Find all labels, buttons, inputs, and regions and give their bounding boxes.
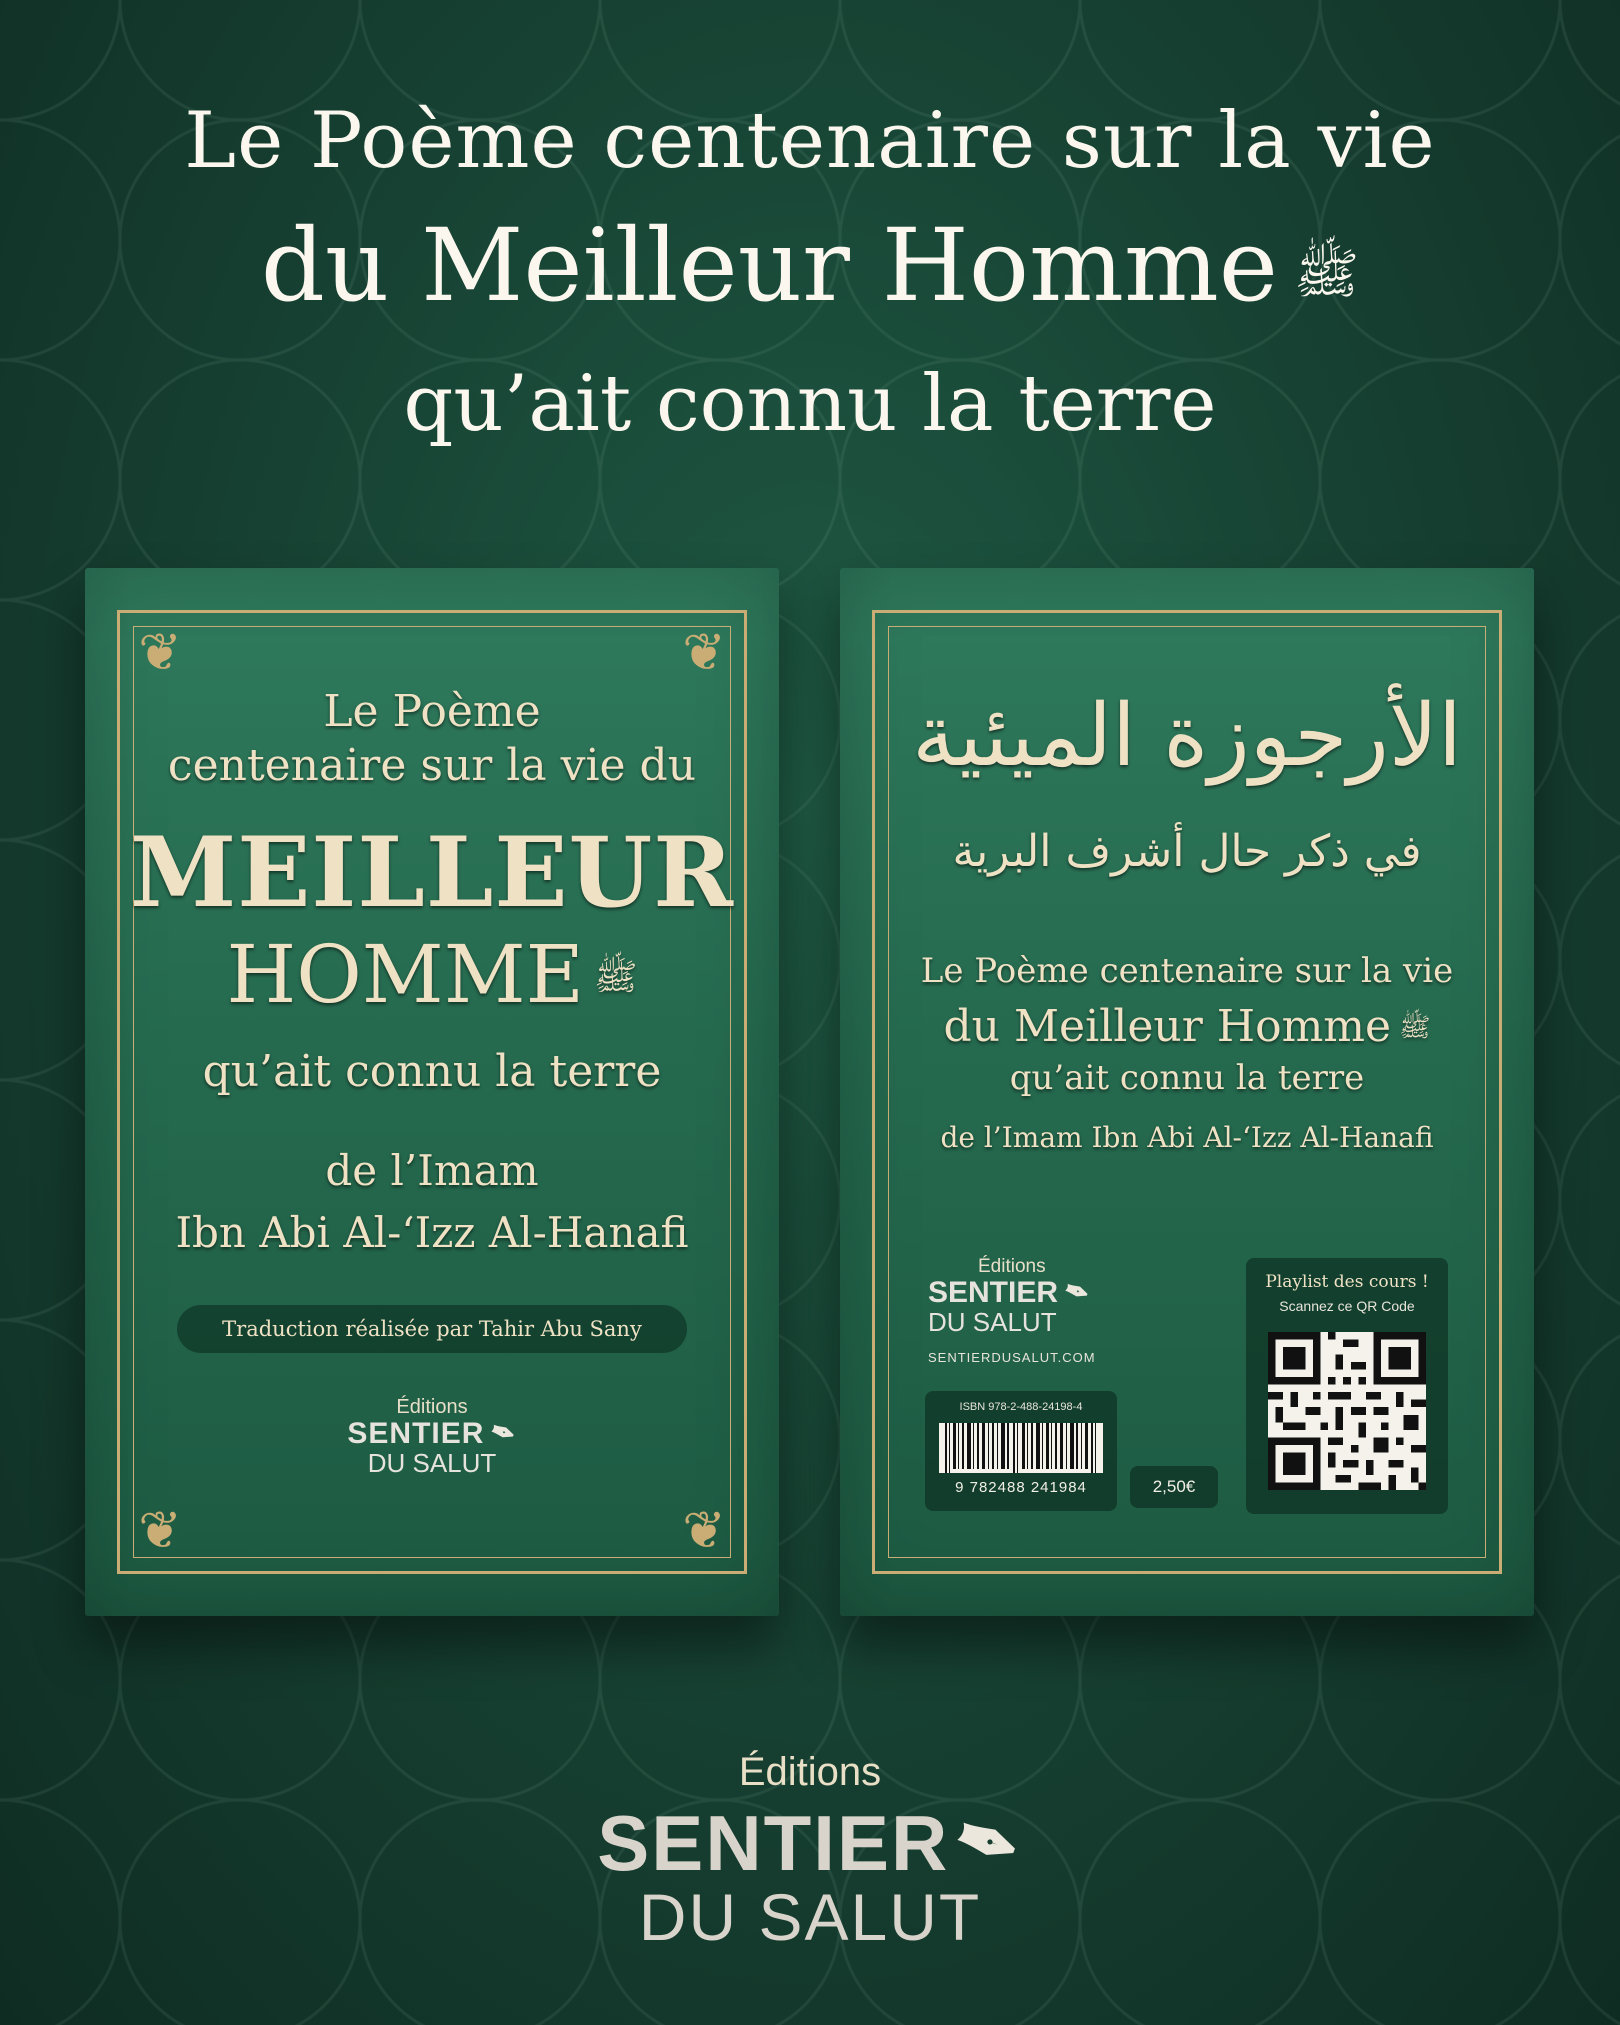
logo-sentier-text: SENTIER (347, 1417, 485, 1450)
headline (0, 95, 1620, 459)
headline-line2-text: du Meilleur Homme (260, 207, 1278, 324)
ornament-corner-icon: ❦ (138, 623, 182, 683)
quill-icon: ✒ (942, 1790, 1036, 1896)
logo-du-salut: DU SALUT (928, 1307, 1057, 1337)
front-title-terre: qu’ait connu la terre (202, 1046, 662, 1097)
back-publisher-logo (928, 1256, 1096, 1365)
ornament-corner-icon: ❦ (682, 1501, 726, 1561)
qr-code-box (1246, 1258, 1448, 1514)
salawat-glyph: ﷺ (1293, 242, 1360, 306)
front-title-line2: centenaire sur la vie du (167, 740, 697, 791)
back-title-line2-text: du Meilleur Homme (943, 1001, 1392, 1052)
qr-title: Playlist des cours ! (1265, 1272, 1429, 1292)
book-front-cover (85, 568, 779, 1616)
price-badge: 2,50€ (1130, 1466, 1218, 1508)
qr-code-icon (1268, 1332, 1426, 1490)
salawat-glyph: ﷺ (1399, 1012, 1431, 1043)
back-title-line1: Le Poème centenaire sur la vie (920, 951, 1454, 991)
back-title-line3: qu’ait connu la terre (1009, 1058, 1365, 1098)
barcode-box (925, 1391, 1117, 1511)
ornament-corner-icon: ❦ (138, 1501, 182, 1561)
logo-editions: Éditions (978, 1256, 1046, 1277)
front-title-meilleur: MEILLEUR (129, 816, 734, 929)
front-author-line1: de l’Imam (325, 1146, 539, 1195)
salawat-glyph: ﷺ (594, 957, 638, 998)
quill-icon: ✒ (1059, 1272, 1095, 1313)
front-title-homme (85, 928, 779, 1021)
bottom-logo-sentier-text: SENTIER (597, 1799, 950, 1887)
bottom-logo-du-salut: DU SALUT (638, 1880, 982, 1954)
quill-icon: ✒ (485, 1413, 522, 1454)
logo-editions: Éditions (396, 1396, 468, 1418)
logo-sentier-text: SENTIER (928, 1276, 1059, 1309)
qr-subtitle: Scannez ce QR Code (1279, 1298, 1415, 1314)
logo-du-salut: DU SALUT (367, 1448, 497, 1478)
front-title-line1: Le Poème (323, 686, 541, 737)
front-homme-text: HOMME (226, 928, 585, 1021)
front-translation-banner: Traduction réalisée par Tahir Abu Sany (177, 1305, 687, 1353)
logo-sentier (85, 1413, 779, 1454)
bottom-logo-sentier (0, 1790, 1620, 1896)
back-author: de l’Imam Ibn Abi Al-‘Izz Al-Hanafi (940, 1121, 1434, 1154)
front-publisher-logo (85, 1396, 779, 1477)
barcode-number: 9 782488 241984 (955, 1479, 1087, 1496)
headline-line2 (0, 191, 1620, 349)
headline-line1: Le Poème centenaire sur la vie (184, 96, 1436, 186)
bottom-logo-editions: Éditions (738, 1750, 882, 1794)
back-title-line2 (840, 1001, 1534, 1052)
bottom-publisher-logo (0, 1750, 1620, 1954)
headline-line3: qu’ait connu la terre (403, 359, 1217, 450)
ornament-corner-icon: ❦ (682, 623, 726, 683)
barcode-icon (939, 1423, 1103, 1473)
front-author-line2: Ibn Abi Al-‘Izz Al-Hanafi (175, 1208, 689, 1257)
back-arabic-subtitle: في ذكر حال أشرف البرية (952, 826, 1422, 877)
isbn-label: ISBN 978-2-488-24198-4 (959, 1401, 1083, 1413)
logo-sentier (928, 1272, 1096, 1313)
back-arabic-title: الأرجوزة الميئية (912, 686, 1462, 786)
book-back-cover (840, 568, 1534, 1616)
publisher-website: SENTIERDUSALUT.COM (928, 1350, 1096, 1365)
